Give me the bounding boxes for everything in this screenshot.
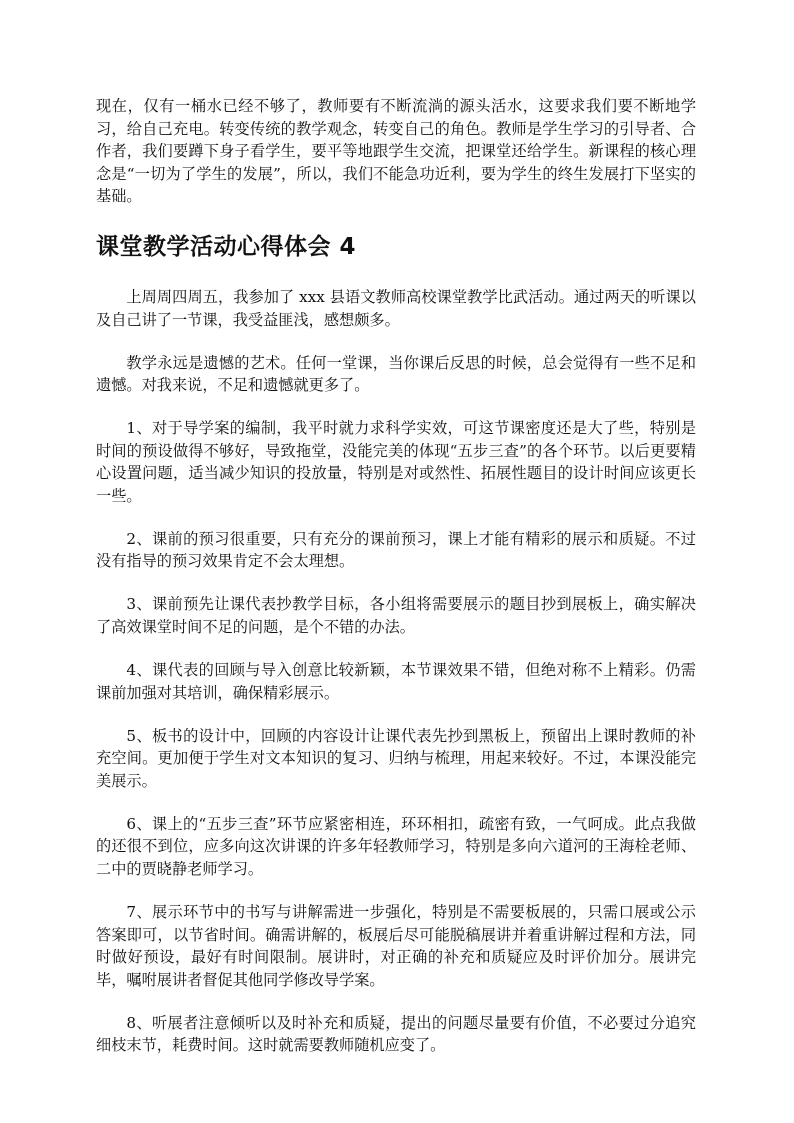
- paragraph-7: 5、板书的设计中，回顾的内容设计让课代表先抄到黑板上，预留出上课时教师的补充空间。更加便于学生对文本知识的复习、归纳与梳理，用起来较好。不过，本课没能完美展示。: [96, 726, 696, 790]
- paragraph-3: 1、对于导学案的编制，我平时就力求科学实效，可这节课密度还是大了些，特别是时间的预设做得不够好，导致拖堂，没能完美的体现“五步三查”的各个环节。以后更要精心设置问题，适当减少知识的投放量，特别是对或然性、拓展性题目的设计时间应该更长一些。: [96, 419, 696, 505]
- paragraph-2: 教学永远是遗憾的艺术。任何一堂课，当你课后反思的时候，总会觉得有一些不足和遗憾。对我来说，不足和遗憾就更多了。: [96, 353, 696, 395]
- paragraph-8: 6、课上的“五步三查”环节应紧密相连，环环相扣，疏密有致，一气呵成。此点我做的还很不到位，应多向这次讲课的许多年轻教师学习，特别是多向六道河的王海栓老师、二中的贾晓静老师学习。: [96, 814, 696, 878]
- section-title: 课堂教学活动心得体会 4: [96, 233, 357, 260]
- paragraph-5: 3、课前预先让课代表抄教学目标，各小组将需要展示的题目抄到展板上，确实解决了高效课堂时间不足的问题，是个不错的办法。: [96, 595, 696, 637]
- paragraph-9: 7、展示环节中的书写与讲解需进一步强化，特别是不需要板展的，只需口展或公示答案即可，以节省时间。确需讲解的，板展后尽可能脱稿展讲并着重讲解过程和方法，同时做好预设，最好有时间限制。展讲时，对正确的补充和质疑应及时评价加分。展讲完毕，嘱咐展讲者督促其他同学修改导学案。: [96, 902, 696, 989]
- paragraph-6: 4、课代表的回顾与导入创意比较新颖，本节课效果不错，但绝对称不上精彩。仍需课前加强对其培训，确保精彩展示。: [96, 661, 696, 702]
- paragraph-10: 8、听展者注意倾听以及时补充和质疑，提出的问题尽量要有价值，不必要过分追究细枝末节，耗费时间。这时就需要教师随机应变了。: [96, 1013, 696, 1055]
- section-body: [96, 286, 696, 1057]
- paragraph-1: 上周周四周五，我参加了 xxx 县语文教师高校课堂教学比武活动。通过两天的听课以及自己讲了一节课，我受益匪浅，感想颇多。: [96, 287, 696, 329]
- paragraph-4: 2、课前的预习很重要，只有充分的课前预习，课上才能有精彩的展示和质疑。不过没有指导的预习效果肯定不会太理想。: [96, 529, 696, 571]
- opening-paragraph: 现在，仅有一桶水已经不够了，教师要有不断流淌的源头活水，这要求我们要不断地学习，给自己充电。转变传统的教学观念，转变自己的角色。教师是学生学习的引导者、合作者，我们要蹲下身子看学生，要平等地跟学生交流，把课堂还给学生。新课程的核心理念是“一切为了学生的发展”，所以，我们不能急功近利，要为学生的终生发展打下坚实的基础。: [96, 97, 696, 206]
